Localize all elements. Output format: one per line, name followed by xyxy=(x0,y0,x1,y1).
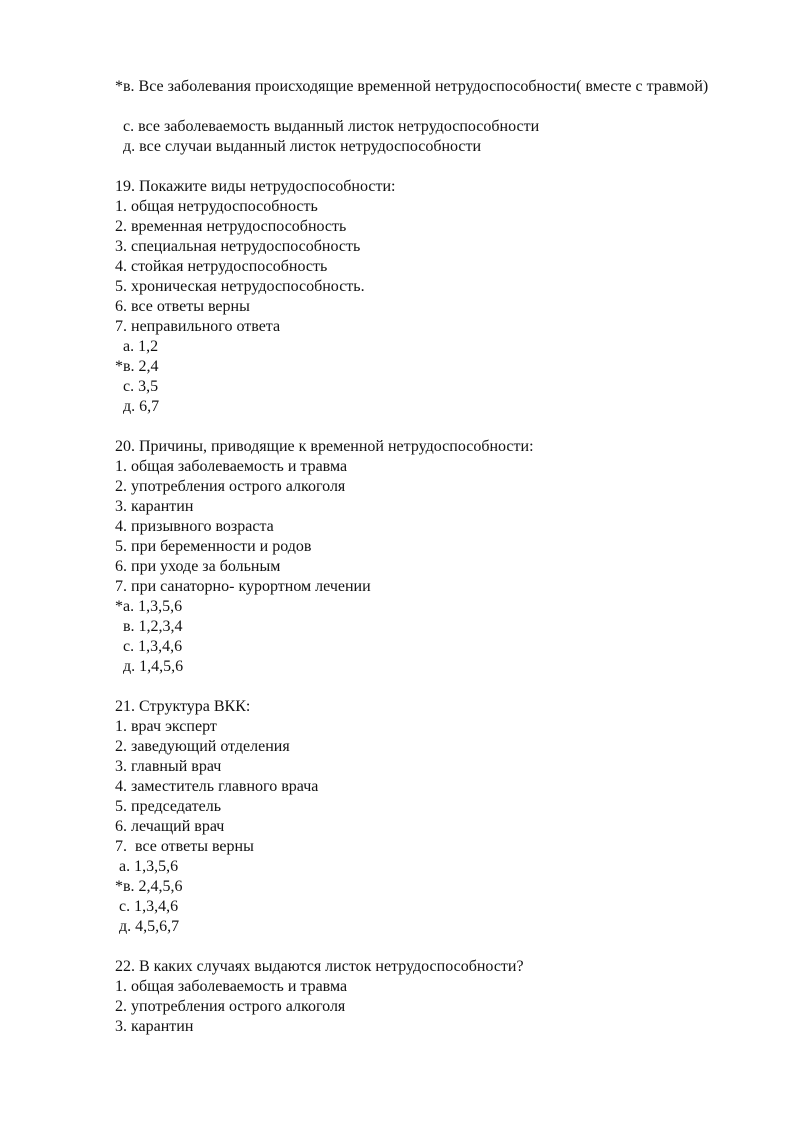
q19-item-1: 1. общая нетрудоспособность xyxy=(115,198,318,215)
q20-item-5: 5. при беременности и родов xyxy=(115,538,312,555)
q20-answer-b: в. 1,2,3,4 xyxy=(123,618,183,635)
q21-item-7: 7. все ответы верны xyxy=(115,838,254,855)
q19-item-3: 3. специальная нетрудоспособность xyxy=(115,238,361,255)
q22-title: 22. В каких случаях выдаются листок нетрудоспособности? xyxy=(115,958,524,975)
q19-title: 19. Покажите виды нетрудоспособности: xyxy=(115,178,396,195)
q19-item-4: 4. стойкая нетрудоспособность xyxy=(115,258,328,275)
q21-item-1: 1. врач эксперт xyxy=(115,718,217,735)
q19-item-6: 6. все ответы верны xyxy=(115,298,250,315)
q20-answer-d: д. 1,4,5,6 xyxy=(123,658,184,675)
q20-title: 20. Причины, приводящие к временной нетрудоспособности: xyxy=(115,438,534,455)
q21-answer-c: с. 1,3,4,6 xyxy=(119,898,179,915)
q21-item-6: 6. лечащий врач xyxy=(115,818,225,835)
q19-answer-c: с. 3,5 xyxy=(123,378,159,395)
q22-item-3: 3. карантин xyxy=(115,1018,194,1035)
q22-item-2: 2. употребления острого алкоголя xyxy=(115,998,346,1015)
q20-item-6: 6. при уходе за больным xyxy=(115,558,281,575)
q21-answer-d: д. 4,5,6,7 xyxy=(119,918,180,935)
q21-title: 21. Структура ВКК: xyxy=(115,698,251,715)
q19-item-5: 5. хроническая нетрудоспособность. xyxy=(115,278,365,295)
q21-answer-b: *в. 2,4,5,6 xyxy=(115,878,183,895)
q19-answer-a: а. 1,2 xyxy=(123,338,159,355)
q20-item-7: 7. при санаторно- курортном лечении xyxy=(115,578,371,595)
q21-answer-a: а. 1,3,5,6 xyxy=(119,858,179,875)
q19-answer-d: д. 6,7 xyxy=(123,398,160,415)
q20-answer-a: *а. 1,3,5,6 xyxy=(115,598,183,615)
q20-answer-c: с. 1,3,4,6 xyxy=(123,638,183,655)
q19-answer-b: *в. 2,4 xyxy=(115,358,159,375)
q20-item-3: 3. карантин xyxy=(115,498,194,515)
q18-option-d: д. все случаи выданный листок нетрудоспособности xyxy=(123,138,482,155)
q21-item-5: 5. председатель xyxy=(115,798,221,815)
q21-item-2: 2. заведующий отделения xyxy=(115,738,290,755)
q20-item-4: 4. призывного возраста xyxy=(115,518,274,535)
q20-item-2: 2. употребления острого алкоголя xyxy=(115,478,346,495)
q21-item-4: 4. заместитель главного врача xyxy=(115,778,319,795)
q18-option-c: с. все заболеваемость выданный листок нетрудоспособности xyxy=(123,118,540,135)
q20-item-1: 1. общая заболеваемость и травма xyxy=(115,458,348,475)
q22-item-1: 1. общая заболеваемость и травма xyxy=(115,978,348,995)
document-body xyxy=(115,77,715,1037)
q19-item-2: 2. временная нетрудоспособность xyxy=(115,218,347,235)
q21-item-3: 3. главный врач xyxy=(115,758,222,775)
q18-option-b: *в. Все заболевания происходящие временной нетрудоспособности( вместе с травмой) xyxy=(115,78,709,95)
q19-item-7: 7. неправильного ответа xyxy=(115,318,281,335)
